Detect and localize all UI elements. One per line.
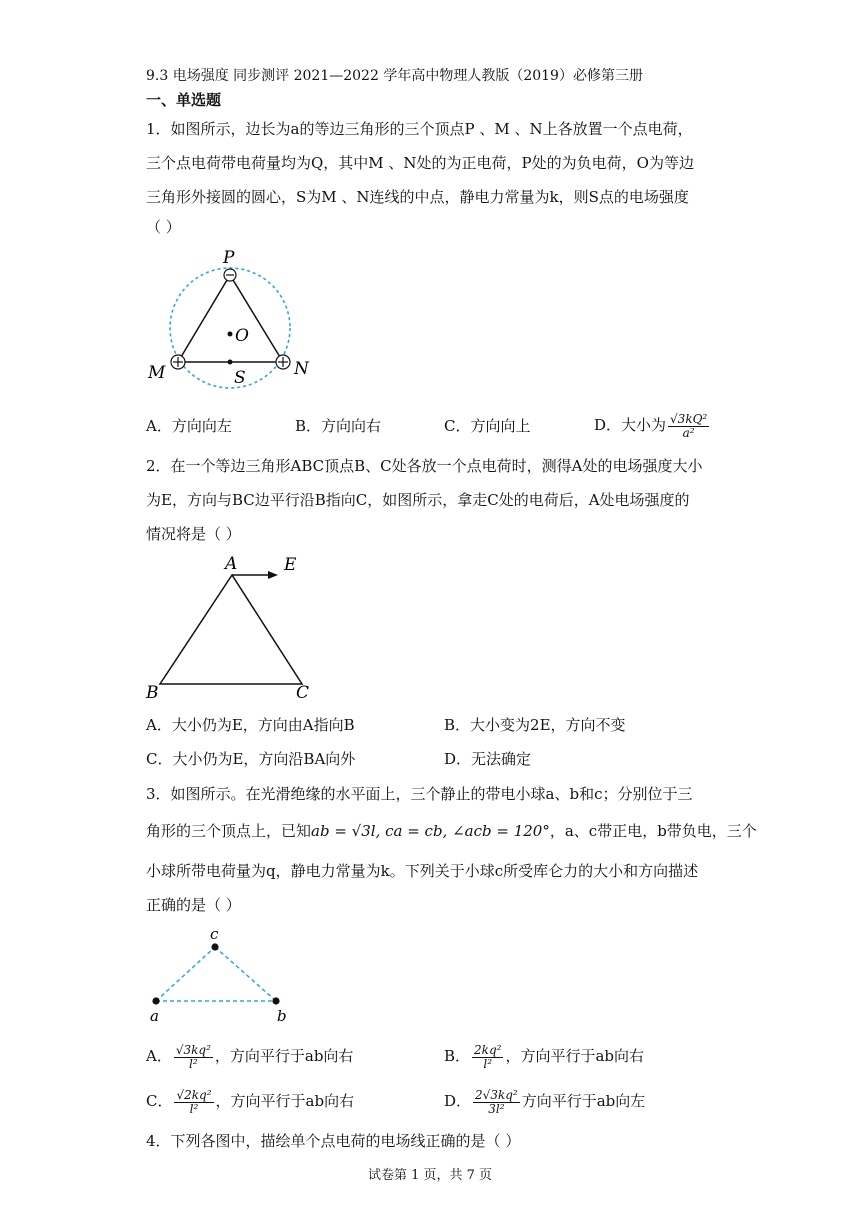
fraction-numerator: 2kq² <box>474 1042 502 1057</box>
fraction-numerator: 2√3kq² <box>475 1087 518 1102</box>
q2-line1: 2．在一个等边三角形ABC顶点B、C处各放一个点电荷时，测得A处的电场强度大小 <box>146 457 703 475</box>
q3-option-c[interactable] <box>146 1084 354 1118</box>
q1-label-m: M <box>148 363 166 383</box>
q2-label-e: E <box>284 555 297 575</box>
q3-given-formula: ab = √3l, ca = cb, ∠acb = 120° <box>311 822 550 840</box>
fraction-denominator: a² <box>682 425 695 440</box>
fraction-denominator: 3l² <box>488 1101 505 1116</box>
q2-triangle <box>160 575 302 684</box>
q1-label-s: S <box>234 368 246 388</box>
q3-label-a: a <box>150 1007 159 1025</box>
q2-option-a[interactable]: A．大小仍为E，方向由A指向B <box>146 716 355 734</box>
q3-option-b-fraction <box>472 1044 503 1071</box>
q1-line2: 三个点电荷带电荷量均为Q，其中M 、N处的为正电荷，P处的为负电荷，O为等边 <box>146 154 694 172</box>
option-text: ，方向平行于ab向右 <box>215 1092 355 1110</box>
q3-side-cb <box>215 947 276 1001</box>
q3-line2-suffix: ，a、c带正电，b带负电，三个 <box>549 822 757 840</box>
q3-side-ca <box>156 947 215 1001</box>
q3-ball-a <box>152 997 159 1004</box>
q1-answer-paren: （ ） <box>146 218 181 236</box>
q4-line1: 4．下列各图中，描绘单个点电荷的电场线正确的是（ ） <box>146 1132 521 1150</box>
q2-option-d[interactable]: D．无法确定 <box>444 750 532 768</box>
q3-option-a[interactable] <box>146 1039 353 1073</box>
document-title: 9.3 电场强度 同步测评 2021—2022 学年高中物理人教版（2019）必修第三册 <box>146 68 643 84</box>
option-text: 方向平行于ab向左 <box>521 1092 646 1110</box>
q3-line2 <box>146 821 757 841</box>
option-letter: D． <box>444 1092 472 1110</box>
q2-label-a: A <box>225 554 238 574</box>
q3-option-a-fraction <box>174 1044 213 1071</box>
q3-option-d-fraction <box>473 1089 520 1116</box>
fraction-denominator: l² <box>189 1101 199 1116</box>
q3-line4: 正确的是（ ） <box>146 896 241 914</box>
q3-label-c: c <box>210 925 219 943</box>
option-text: ，方向平行于ab向右 <box>214 1047 354 1065</box>
q2-line2: 为E，方向与BC边平行沿B指向C，如图所示，拿走C处的电荷后，A处电场强度的 <box>146 491 690 509</box>
option-letter: A． <box>146 1047 172 1065</box>
option-text: ，方向平行于ab向右 <box>505 1047 644 1065</box>
q3-line2-prefix: 角形的三个顶点上，已知 <box>146 822 312 840</box>
q1-option-d-prefix: D．大小为 <box>594 416 667 434</box>
q1-option-d-fraction <box>668 413 709 440</box>
fraction-numerator: √2kq² <box>176 1087 212 1102</box>
q1-point-o <box>228 332 233 337</box>
q3-figure-triangle <box>140 925 300 1025</box>
fraction-denominator: l² <box>483 1056 493 1071</box>
q1-circumcircle <box>170 268 290 388</box>
q3-ball-c <box>211 943 218 950</box>
option-letter: C． <box>146 1092 173 1110</box>
q3-line1: 3．如图所示。在光滑绝缘的水平面上，三个静止的带电小球a、b和c；分别位于三 <box>146 785 693 803</box>
q2-option-b[interactable]: B．大小变为2E，方向不变 <box>444 716 626 734</box>
fraction-denominator: l² <box>189 1056 198 1071</box>
q1-line3: 三角形外接圆的圆心，S为M 、N连线的中点，静电力常量为k，则S点的电场强度 <box>146 188 689 206</box>
page-footer: 试卷第 1 页，共 7 页 <box>367 1168 493 1183</box>
q1-option-a[interactable]: A．方向向左 <box>146 417 232 435</box>
fraction-numerator: √3kq² <box>175 1042 211 1057</box>
q1-label-p: P <box>223 248 235 268</box>
q2-label-c: C <box>296 683 310 703</box>
q1-point-s <box>228 360 233 365</box>
q2-figure-triangle <box>140 550 330 705</box>
q3-label-b: b <box>277 1007 287 1025</box>
q1-option-d[interactable] <box>594 408 711 442</box>
arrow-head-icon <box>268 571 278 579</box>
q3-ball-b <box>272 997 279 1004</box>
q1-figure-triangle-circle <box>140 245 310 395</box>
q3-option-b[interactable] <box>444 1039 644 1073</box>
q3-line3: 小球所带电荷量为q，静电力常量为k。下列关于小球c所受库仑力的大小和方向描述 <box>146 862 699 880</box>
q2-line3: 情况将是（ ） <box>146 525 241 543</box>
q1-option-b[interactable]: B．方向向右 <box>295 417 382 435</box>
fraction-numerator: √3kQ² <box>670 411 708 426</box>
q2-option-c[interactable]: C．大小仍为E，方向沿BA向外 <box>146 750 356 768</box>
q3-option-c-fraction <box>174 1089 213 1116</box>
q3-option-d[interactable] <box>444 1084 645 1118</box>
q1-label-n: N <box>294 359 309 379</box>
q1-option-c[interactable]: C．方向向上 <box>444 417 531 435</box>
q2-label-b: B <box>146 683 159 703</box>
section-heading: 一、单选题 <box>146 91 222 109</box>
q1-line1: 1．如图所示，边长为a的等边三角形的三个顶点P 、M 、N上各放置一个点电荷， <box>146 120 693 138</box>
q1-label-o: O <box>235 326 249 346</box>
q1-triangle <box>178 275 283 362</box>
option-letter: B． <box>444 1047 471 1065</box>
